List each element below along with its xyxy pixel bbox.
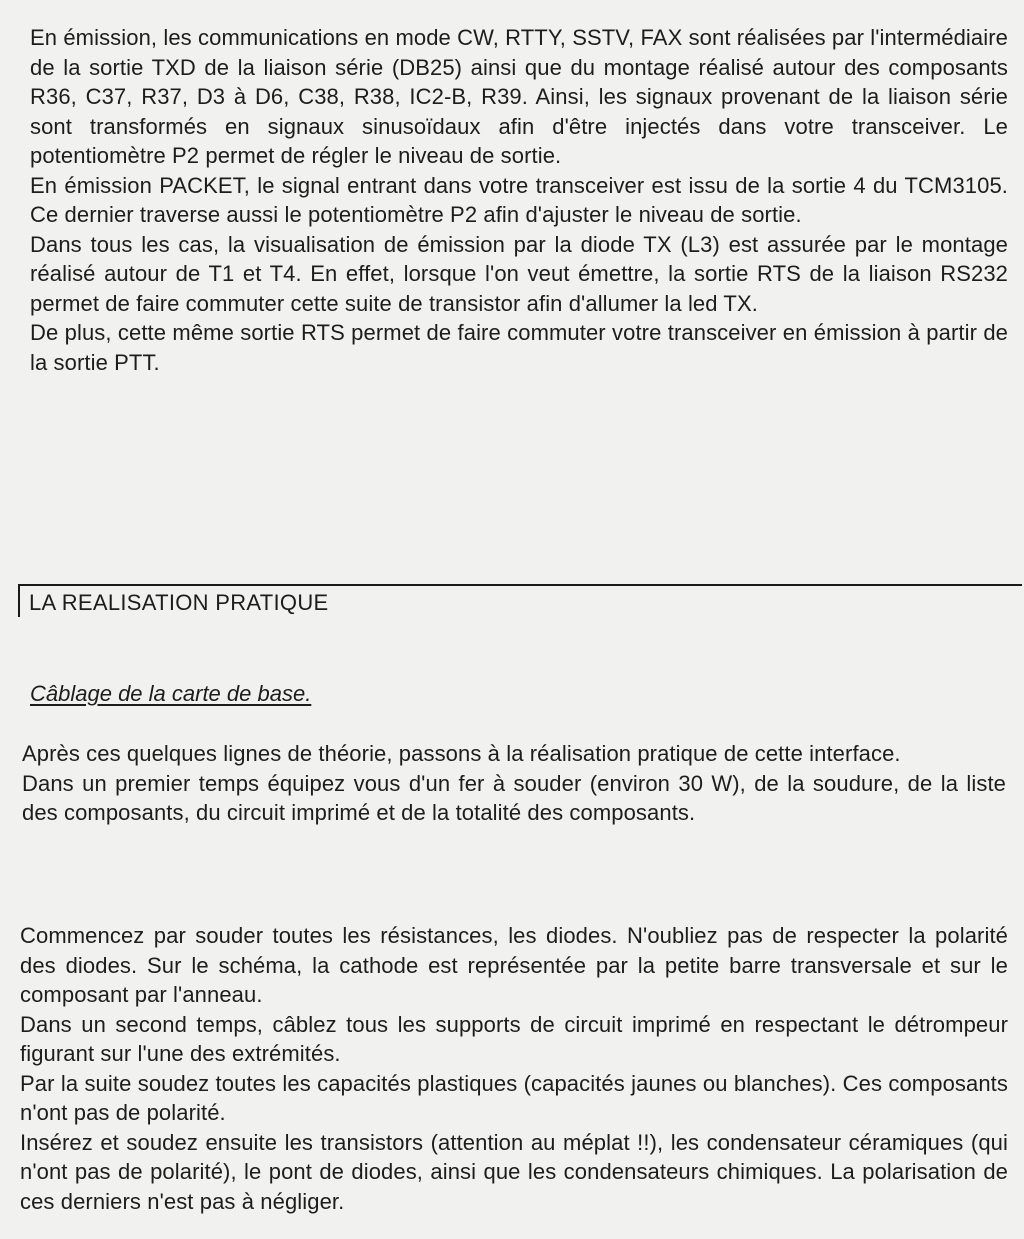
- practice-text-block-2: [20, 921, 1008, 1216]
- subsection-heading: Câblage de la carte de base.: [30, 681, 312, 706]
- paragraph: Dans un second temps, câblez tous les supports de circuit imprimé en respectant le détrompeur figurant sur l'une des extrémités.: [20, 1011, 1008, 1066]
- paragraph: De plus, cette même sortie RTS permet de faire commuter votre transceiver en émission à partir de la sortie PTT.: [30, 320, 1008, 375]
- section-heading-box: [18, 584, 1022, 617]
- paragraph: Par la suite soudez toutes les capacités plastiques (capacités jaunes ou blanches). Ces composants n'ont pas de polarité.: [20, 1070, 1008, 1125]
- paragraph: Après ces quelques lignes de théorie, passons à la réalisation pratique de cette interface.: [22, 741, 901, 766]
- practice-text-block-1: [22, 739, 1006, 828]
- paragraph: Dans tous les cas, la visualisation de émission par la diode TX (L3) est assurée par le montage réalisé autour de T1 et T4. En effet, lorsque l'on veut émettre, la sortie RTS de la liaison RS232 permet de faire commuter cette suite de transistor afin d'allumer la led TX.: [30, 231, 1008, 316]
- paragraph: Insérez et soudez ensuite les transistors (attention au méplat !!), les condensateur céramiques (qui n'ont pas de polarité), le pont de diodes, ainsi que les condensateurs chimiques. La polarisation de ces derniers n'est pas à négliger.: [20, 1129, 1008, 1214]
- paragraph: En émission PACKET, le signal entrant dans votre transceiver est issu de la sortie 4 du TCM3105. Ce dernier traverse aussi le potentiomètre P2 afin d'ajuster le niveau de sortie.: [30, 172, 1008, 227]
- intro-text-block: [30, 23, 1008, 377]
- section-heading: LA REALISATION PRATIQUE: [29, 590, 329, 615]
- paragraph: Commencez par souder toutes les résistances, les diodes. N'oubliez pas de respecter la polarité des diodes. Sur le schéma, la cathode est représentée par la petite barre transversale et sur le composant par l'anneau.: [20, 923, 1008, 1007]
- paragraph: En émission, les communications en mode CW, RTTY, SSTV, FAX sont réalisées par l'intermédiaire de la sortie TXD de la liaison série (DB25) ainsi que du montage réalisé autour des composants R36, C37, R37, D3 à D6, C38, R38, IC2-B, R39. Ainsi, les signaux provenant de la liaison série sont transformés en signaux sinusoïdaux afin d'être injectés dans votre transceiver. Le potentiomètre P2 permet de régler le niveau de sortie.: [30, 25, 1008, 168]
- paragraph: Dans un premier temps équipez vous d'un fer à souder (environ 30 W), de la soudure, de la liste des composants, du circuit imprimé et de la totalité des composants.: [22, 770, 1006, 825]
